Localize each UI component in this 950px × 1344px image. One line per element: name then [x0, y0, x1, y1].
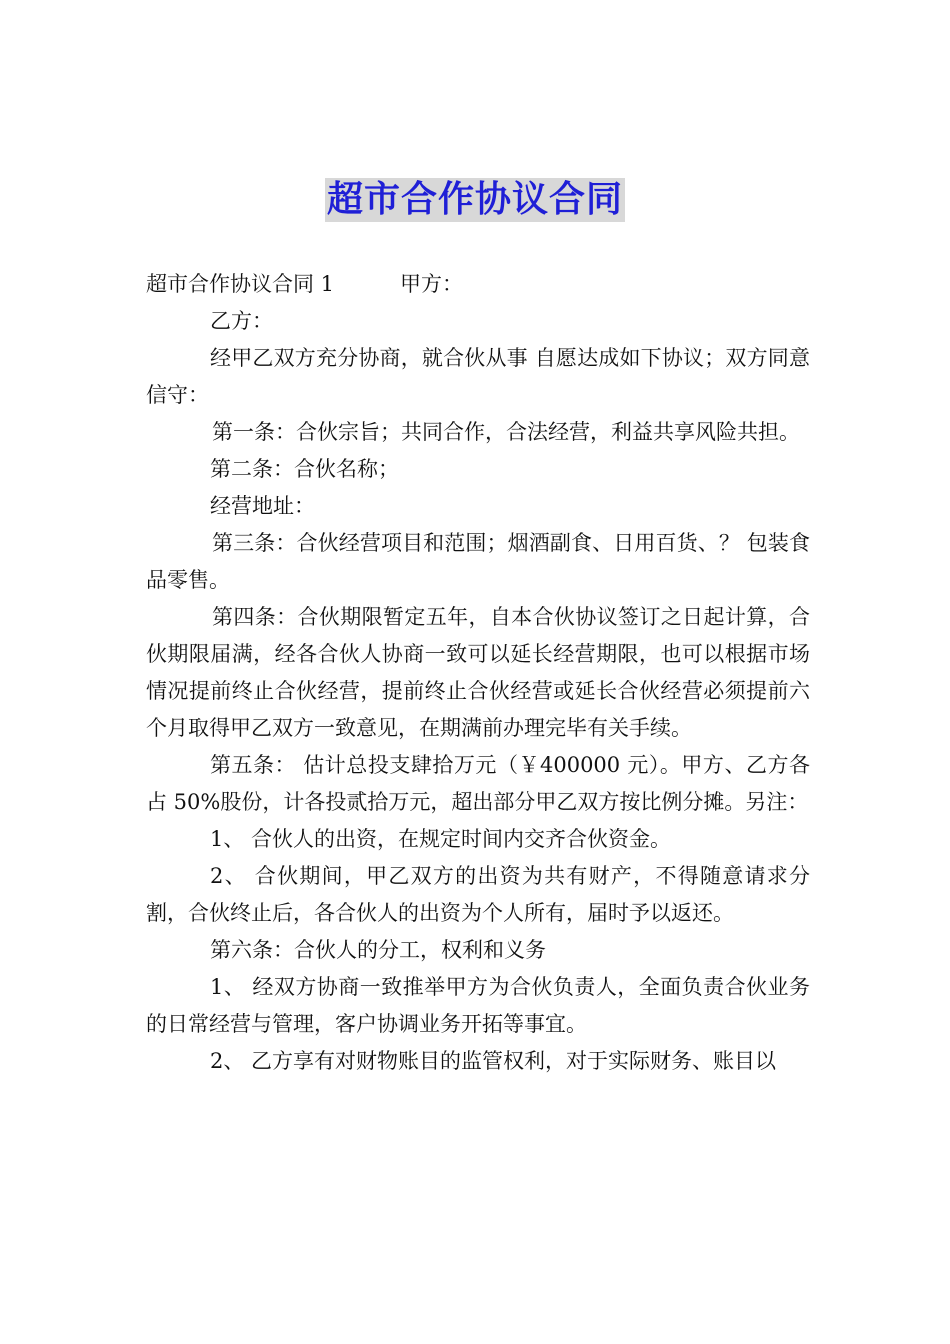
- paragraph-address: 经营地址：: [210, 494, 315, 518]
- paragraph-article-5-note-1: 1、 合伙人的出资，在规定时间内交齐合伙资金。: [210, 827, 672, 851]
- party-a-label: 甲方：: [400, 272, 464, 296]
- party-b-label: 乙方：: [210, 309, 273, 333]
- title-container: [0, 178, 950, 222]
- paragraph-article-2: 第二条：合伙名称；: [210, 457, 399, 481]
- paragraph-article-6-item-1: 1、 经双方协商一致推举甲方为合伙负责人，全面负责合伙业务的日常经营与管理，客户协调业务开拓等事宜。: [146, 975, 810, 1036]
- document-title: 超市合作协议合同: [326, 179, 623, 220]
- paragraph-article-6-item-2: 2、 乙方享有对财物账目的监管权利，对于实际财务、账目以: [210, 1049, 777, 1073]
- intro-title: 超市合作协议合同 1: [146, 272, 335, 296]
- paragraph-article-5: 第五条： 估计总投支肆拾万元（￥400000 元）。甲方、乙方各占 50%股份，计各投贰拾万元，超出部分甲乙双方按比例分摊。另注：: [146, 753, 810, 814]
- paragraph-article-3: 第三条：合伙经营项目和范围；烟酒副食、日用百货、？ 包装食品零售。: [146, 531, 810, 592]
- paragraph-preamble: 经甲乙双方充分协商，就合伙从事 自愿达成如下协议；双方同意信守：: [146, 346, 810, 407]
- paragraph-article-1: 第一条：合伙宗旨；共同合作，合法经营，利益共享风险共担。: [212, 420, 800, 444]
- paragraph-article-4: 第四条：合伙期限暂定五年，自本合伙协议签订之日起计算，合伙期限届满，经各合伙人协商一致可以延长经营期限，也可以根据市场情况提前终止合伙经营，提前终止合伙经营或延长合伙经营必须提前六个月取得甲乙双方一致意见，在期满前办理完毕有关手续。: [146, 605, 810, 740]
- document-body: [146, 266, 810, 1080]
- intro-line: [146, 266, 810, 303]
- paragraph-article-5-note-2: 2、 合伙期间，甲乙双方的出资为共有财产，不得随意请求分割，合伙终止后，各合伙人的出资为个人所有，届时予以返还。: [146, 864, 810, 925]
- paragraph-article-6: 第六条：合伙人的分工，权利和义务: [210, 938, 546, 962]
